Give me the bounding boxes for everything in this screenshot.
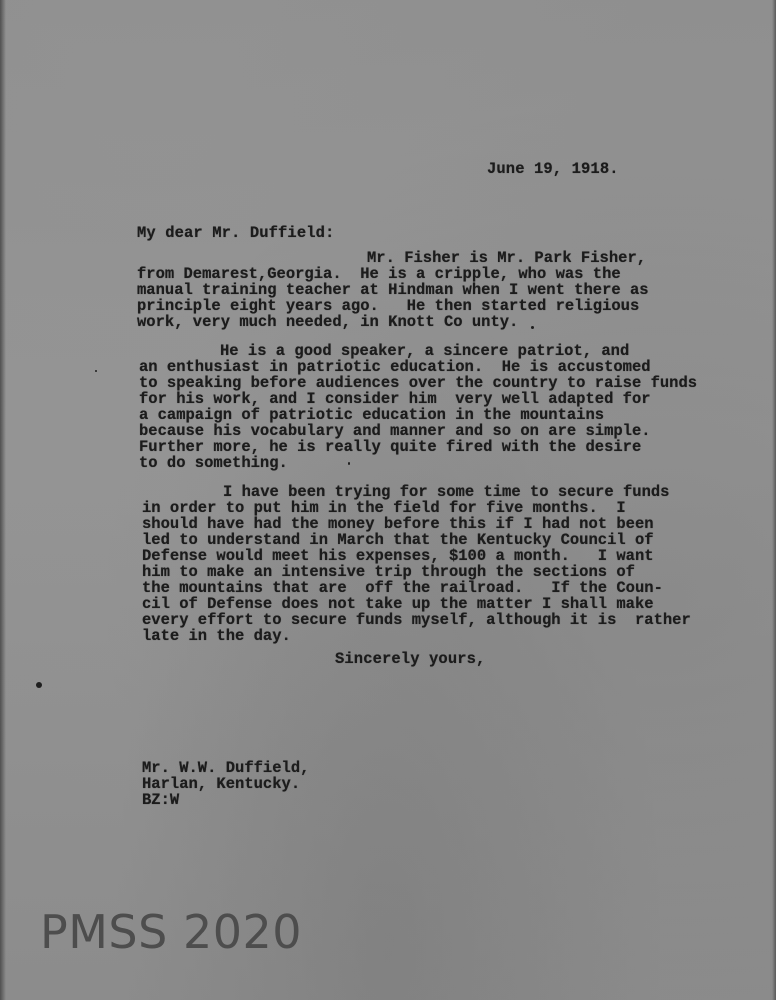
paragraph-line: manual training teacher at Hindman when I went there as bbox=[137, 281, 649, 299]
paragraph-line: for his work, and I consider him very well adapted for bbox=[139, 390, 651, 408]
letter-closing: Sincerely yours, bbox=[335, 650, 486, 668]
paragraph-line: led to understand in March that the Kentucky Council of bbox=[142, 531, 654, 549]
addressee-location: Harlan, Kentucky. bbox=[142, 775, 301, 793]
scan-speck bbox=[348, 462, 350, 465]
scan-speck bbox=[36, 682, 42, 688]
paragraph-line: to do something. bbox=[139, 454, 288, 472]
paragraph-line: every effort to secure funds myself, although it is rather bbox=[142, 611, 691, 629]
typist-initials: BZ:W bbox=[142, 791, 180, 809]
paragraph-line: an enthusiast in patriotic education. He is accustomed bbox=[139, 358, 651, 376]
pmss-watermark: PMSS 2020 bbox=[40, 905, 303, 959]
paragraph-line: him to make an intensive trip through the sections of bbox=[142, 563, 635, 581]
scan-speck bbox=[95, 370, 97, 372]
paragraph-line: a campaign of patriotic education in the mountains bbox=[139, 406, 605, 424]
letter-date: June 19, 1918. bbox=[487, 160, 619, 178]
paragraph-line: cil of Defense does not take up the matter I shall make bbox=[142, 595, 654, 613]
paragraph-line: should have had the money before this if I had not been bbox=[142, 515, 654, 533]
paragraph-line: He is a good speaker, a sincere patriot, and bbox=[220, 342, 630, 360]
paragraph-line: Mr. Fisher is Mr. Park Fisher, bbox=[367, 249, 647, 267]
paragraph-line: in order to put him in the field for five months. I bbox=[142, 499, 626, 517]
paragraph-line: from Demarest,Georgia. He is a cripple, who was the bbox=[137, 265, 621, 283]
paragraph-line: the mountains that are off the railroad. If the Coun- bbox=[142, 579, 663, 597]
paragraph-line: Defense would meet his expenses, $100 a month. I want bbox=[142, 547, 654, 565]
scan-speck bbox=[531, 326, 534, 329]
paragraph-line: to speaking before audiences over the country to raise funds bbox=[139, 374, 698, 392]
addressee-name: Mr. W.W. Duffield, bbox=[142, 759, 310, 777]
letter-salutation: My dear Mr. Duffield: bbox=[137, 224, 335, 242]
paragraph-line: work, very much needed, in Knott Co unty. bbox=[137, 313, 519, 331]
paragraph-line: Further more, he is really quite fired with the desire bbox=[139, 438, 642, 456]
paragraph-line: principle eight years ago. He then started religious bbox=[137, 297, 640, 315]
paragraph-line: late in the day. bbox=[142, 627, 291, 645]
paragraph-line: I have been trying for some time to secure funds bbox=[223, 483, 670, 501]
paragraph-line: because his vocabulary and manner and so on are simple. bbox=[139, 422, 651, 440]
page-edge-shadow-right bbox=[772, 0, 776, 1000]
page-edge-shadow-left bbox=[0, 0, 6, 1000]
